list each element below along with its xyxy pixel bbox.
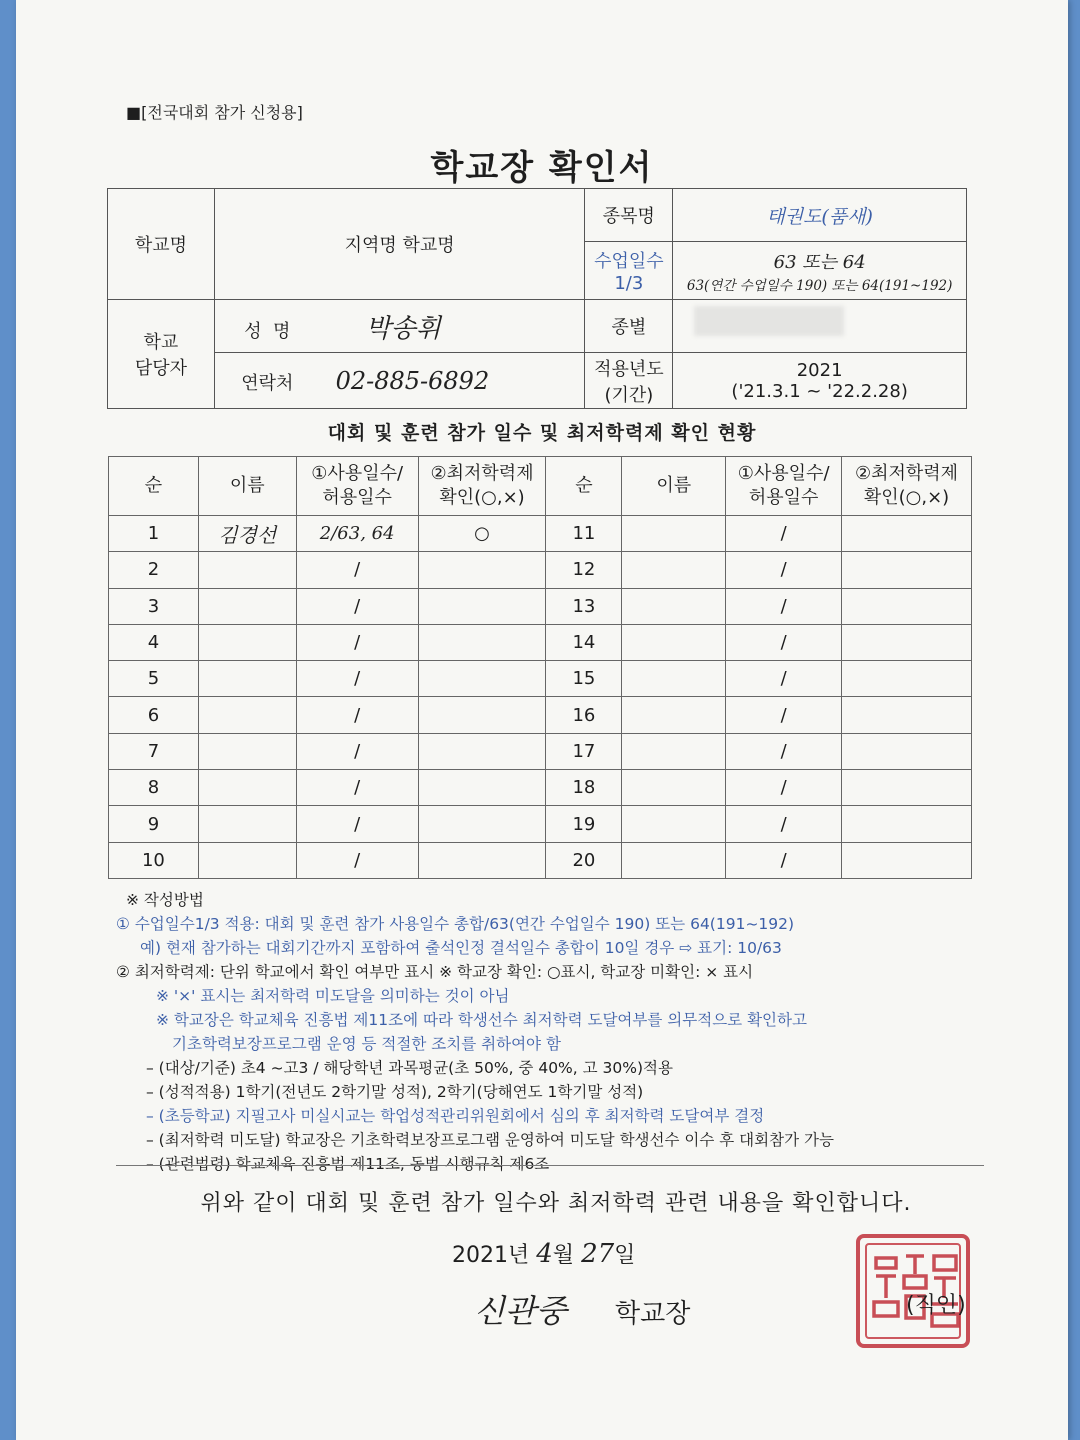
row-name-2 bbox=[622, 770, 726, 806]
year-value: 2021 ('21.3.1 ~ '22.2.28) bbox=[673, 353, 967, 409]
row-days: / bbox=[296, 588, 418, 624]
row-check-2 bbox=[842, 516, 972, 552]
document-title: 학교장 확인서 bbox=[430, 148, 654, 188]
row-days-2: / bbox=[726, 516, 842, 552]
row-no: 5 bbox=[109, 661, 199, 697]
date-month: 4 bbox=[536, 1239, 553, 1269]
row-days: / bbox=[296, 697, 418, 733]
contact-value: 02-885-6892 bbox=[335, 366, 490, 395]
header-academic-2: ②최저학력제 확인(○,×) bbox=[842, 457, 972, 516]
header-days-2: ①사용일수/ 허용일수 bbox=[726, 457, 842, 516]
row-days-2: / bbox=[726, 770, 842, 806]
section-title: 대회 및 훈련 참가 일수 및 최저학력제 확인 현황 bbox=[327, 422, 757, 444]
row-days: / bbox=[296, 661, 418, 697]
class-days-label: 수업일수 1/3 bbox=[585, 242, 673, 300]
document-category-label: ■[전국대회 참가 신청용] bbox=[126, 103, 303, 122]
row-no-2: 18 bbox=[546, 770, 622, 806]
detail-4: – (최저학력 미도달) 학교장은 기초학력보장프로그램 운영하여 미도달 학생선수 이수 후 대회참가 가능 bbox=[146, 1131, 834, 1149]
detail-1: – (대상/기준) 초4 ~고3 / 해당학년 과목평균(초 50%, 중 40%, 고 30%)적용 bbox=[146, 1059, 673, 1077]
row-check: ○ bbox=[418, 516, 546, 552]
row-name bbox=[198, 552, 296, 588]
row-check-2 bbox=[842, 697, 972, 733]
row-check bbox=[418, 770, 546, 806]
table-row bbox=[109, 661, 972, 697]
row-no: 8 bbox=[109, 770, 199, 806]
event-value: 태권도(품새) bbox=[673, 189, 967, 242]
row-name-2 bbox=[622, 516, 726, 552]
detail-5: – (관련법령) 학교체육 진흥법 제11조, 동법 시행규칙 제6조 bbox=[146, 1155, 550, 1173]
redacted-area bbox=[694, 306, 844, 336]
row-name-2 bbox=[622, 806, 726, 842]
row-name bbox=[198, 624, 296, 660]
info-table bbox=[107, 188, 967, 409]
row-check-2 bbox=[842, 733, 972, 769]
row-check bbox=[418, 733, 546, 769]
row-name-2 bbox=[622, 842, 726, 878]
row-days-2: / bbox=[726, 588, 842, 624]
row-check-2 bbox=[842, 552, 972, 588]
row-no: 10 bbox=[109, 842, 199, 878]
row-check bbox=[418, 552, 546, 588]
manager-label: 학교 담당자 bbox=[108, 300, 215, 409]
row-days: / bbox=[296, 552, 418, 588]
row-name bbox=[198, 842, 296, 878]
roster-table bbox=[108, 456, 972, 879]
row-days: / bbox=[296, 624, 418, 660]
row-no: 9 bbox=[109, 806, 199, 842]
school-name-value: 지역명 학교명 bbox=[214, 189, 585, 300]
principal-signature bbox=[474, 1286, 690, 1332]
roster-header-row bbox=[109, 457, 972, 516]
signature-date: 2021년 4월 27일 bbox=[452, 1239, 636, 1269]
name-value: 박송휘 bbox=[365, 313, 441, 344]
row-days-2: / bbox=[726, 661, 842, 697]
note-1: ① 수업일수1/3 적용: 대회 및 훈련 참가 사용일수 총합/63(연간 수업일수 190) 또는 64(191~192) bbox=[116, 915, 795, 933]
row-no-2: 15 bbox=[546, 661, 622, 697]
class-days-value: 63 또는 64 63(연간 수업일수 190) 또는 64(191~192) bbox=[673, 242, 967, 300]
seal-label: (직인) bbox=[906, 1293, 966, 1318]
instructions-section bbox=[116, 888, 996, 1176]
note-2a: ※ '×' 표시는 최저학력 미도달을 의미하는 것이 아님 bbox=[156, 987, 510, 1005]
table-row bbox=[109, 624, 972, 660]
row-no-2: 11 bbox=[546, 516, 622, 552]
row-no-2: 16 bbox=[546, 697, 622, 733]
gender-label: 종별 bbox=[585, 300, 673, 353]
row-days-2: / bbox=[726, 552, 842, 588]
row-no-2: 13 bbox=[546, 588, 622, 624]
row-check bbox=[418, 697, 546, 733]
row-check-2 bbox=[842, 770, 972, 806]
row-check bbox=[418, 842, 546, 878]
table-row bbox=[109, 697, 972, 733]
row-no-2: 14 bbox=[546, 624, 622, 660]
row-name bbox=[198, 733, 296, 769]
row-days: / bbox=[296, 770, 418, 806]
row-no: 6 bbox=[109, 697, 199, 733]
row-name bbox=[198, 770, 296, 806]
row-name-2 bbox=[622, 733, 726, 769]
row-days-2: / bbox=[726, 733, 842, 769]
row-name bbox=[198, 661, 296, 697]
row-no-2: 12 bbox=[546, 552, 622, 588]
detail-2: – (성적적용) 1학기(전년도 2학기말 성적), 2학기(당해연도 1학기말 성적) bbox=[146, 1083, 644, 1101]
header-academic: ②최저학력제 확인(○,×) bbox=[418, 457, 546, 516]
note-1-example: 예) 현재 참가하는 대회기간까지 포함하여 출석인정 결석일수 총합이 10일 경우 ⇨ 표기: 10/63 bbox=[140, 939, 782, 957]
contact-cell bbox=[214, 353, 585, 409]
row-days-2: / bbox=[726, 806, 842, 842]
row-check bbox=[418, 624, 546, 660]
note-2: ② 최저학력제: 단위 학교에서 확인 여부만 표시 ※ 학교장 확인: ○표시, 학교장 미확인: × 표시 bbox=[116, 963, 754, 981]
row-days: / bbox=[296, 842, 418, 878]
row-name-2 bbox=[622, 588, 726, 624]
row-days-2: / bbox=[726, 697, 842, 733]
divider bbox=[116, 1165, 984, 1166]
detail-3: – (초등학교) 지필고사 미실시교는 학업성적관리위원회에서 심의 후 최저학력 도달여부 결정 bbox=[146, 1107, 765, 1125]
row-days-2: / bbox=[726, 842, 842, 878]
row-check bbox=[418, 588, 546, 624]
row-name bbox=[198, 697, 296, 733]
row-no-2: 17 bbox=[546, 733, 622, 769]
row-check bbox=[418, 661, 546, 697]
header-days: ①사용일수/ 허용일수 bbox=[296, 457, 418, 516]
row-no: 1 bbox=[109, 516, 199, 552]
row-check-2 bbox=[842, 588, 972, 624]
table-row bbox=[109, 516, 972, 552]
header-no-2: 순 bbox=[546, 457, 622, 516]
row-name-2 bbox=[622, 661, 726, 697]
table-row bbox=[109, 842, 972, 878]
name-label: 성 명 bbox=[244, 320, 291, 342]
document-page bbox=[16, 0, 1068, 1440]
school-name-label: 학교명 bbox=[108, 189, 215, 300]
row-name bbox=[198, 806, 296, 842]
confirmation-statement: 위와 같이 대회 및 훈련 참가 일수와 최저학력 관련 내용을 확인합니다. bbox=[200, 1191, 912, 1216]
year-label: 적용년도 (기간) bbox=[585, 353, 673, 409]
row-no: 2 bbox=[109, 552, 199, 588]
event-label: 종목명 bbox=[585, 189, 673, 242]
row-days: 2/63, 64 bbox=[296, 516, 418, 552]
notes-heading: ※ 작성방법 bbox=[126, 891, 204, 909]
row-days: / bbox=[296, 733, 418, 769]
row-no-2: 20 bbox=[546, 842, 622, 878]
row-days-2: / bbox=[726, 624, 842, 660]
row-name-2 bbox=[622, 697, 726, 733]
row-no-2: 19 bbox=[546, 806, 622, 842]
row-days: / bbox=[296, 806, 418, 842]
note-2b: ※ 학교장은 학교체육 진흥법 제11조에 따라 학생선수 최저학력 도달여부를 의무적으로 확인하고 bbox=[156, 1011, 807, 1029]
row-check-2 bbox=[842, 806, 972, 842]
row-no: 3 bbox=[109, 588, 199, 624]
principal-title: 학교장 bbox=[615, 1299, 691, 1329]
table-row bbox=[109, 588, 972, 624]
date-day: 27 bbox=[581, 1239, 615, 1269]
row-check bbox=[418, 806, 546, 842]
row-name: 김경선 bbox=[198, 516, 296, 552]
manager-name-cell bbox=[214, 300, 585, 353]
header-name-2: 이름 bbox=[622, 457, 726, 516]
header-no: 순 bbox=[109, 457, 199, 516]
note-2c: 기초학력보장프로그램 운영 등 적절한 조치를 취하여야 함 bbox=[172, 1035, 561, 1053]
contact-label: 연락처 bbox=[241, 372, 294, 394]
row-check-2 bbox=[842, 842, 972, 878]
header-name: 이름 bbox=[198, 457, 296, 516]
table-row bbox=[109, 552, 972, 588]
row-name bbox=[198, 588, 296, 624]
row-check-2 bbox=[842, 661, 972, 697]
row-name-2 bbox=[622, 624, 726, 660]
table-row bbox=[109, 733, 972, 769]
table-row bbox=[109, 806, 972, 842]
row-name-2 bbox=[622, 552, 726, 588]
row-check-2 bbox=[842, 624, 972, 660]
principal-name: 신관중 bbox=[474, 1292, 567, 1330]
row-no: 7 bbox=[109, 733, 199, 769]
table-row bbox=[109, 770, 972, 806]
row-no: 4 bbox=[109, 624, 199, 660]
